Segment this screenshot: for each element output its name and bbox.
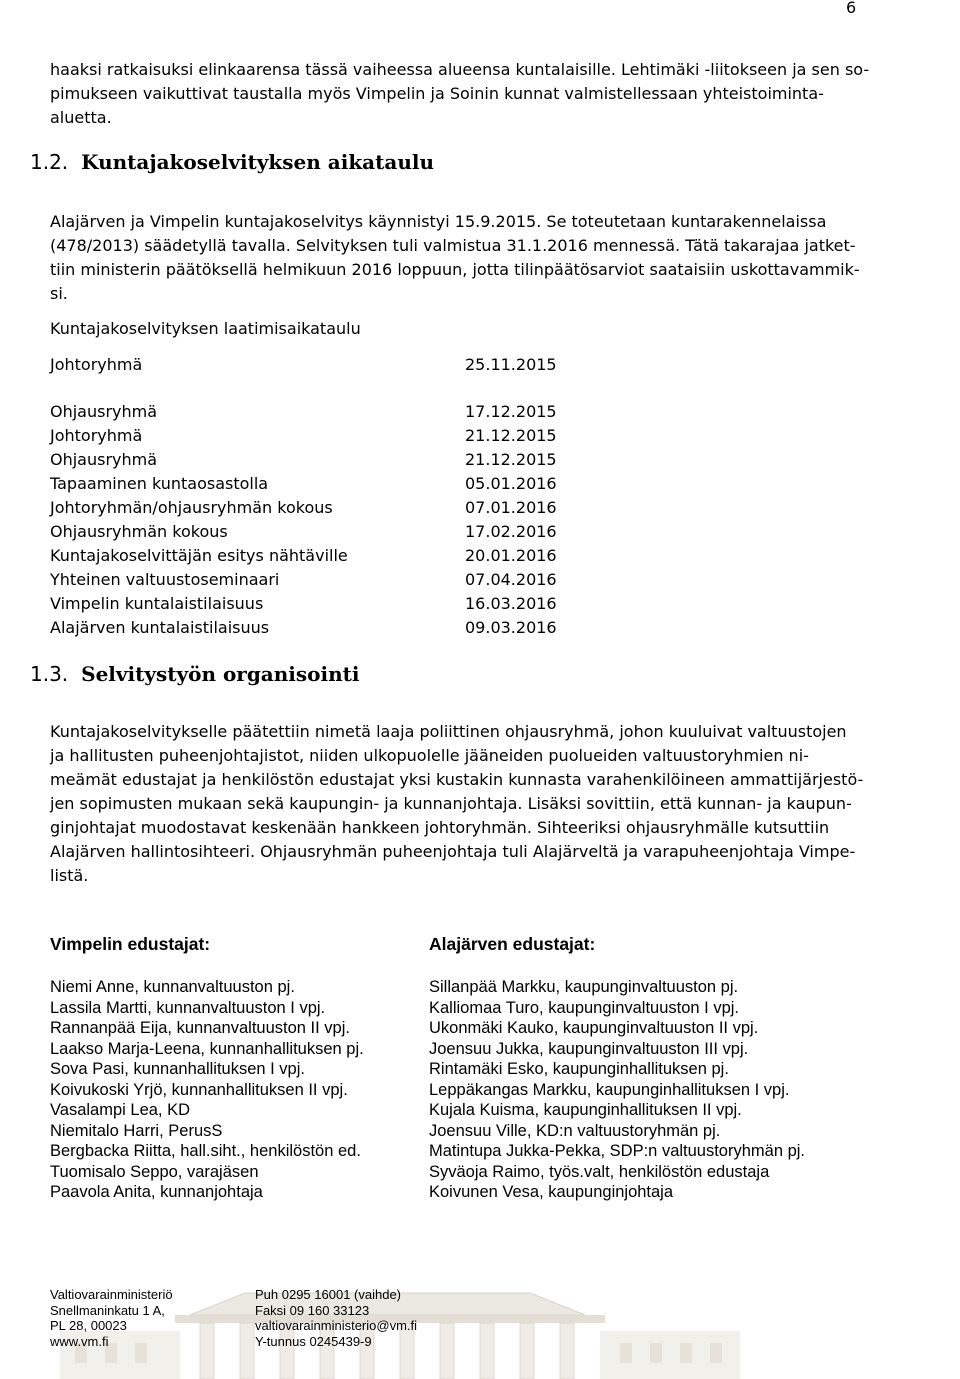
vimpeli-heading: Vimpelin edustajat: (50, 934, 211, 954)
paragraph-line: aluetta. (50, 108, 112, 127)
member-item: Kalliomaa Turo, kaupunginvaltuuston I vpj. (429, 998, 740, 1017)
schedule-date: 05.01.2016 (465, 474, 557, 493)
schedule-date: 20.01.2016 (465, 546, 557, 565)
schedule-date: 17.12.2015 (465, 402, 557, 421)
section-heading-1-2 (30, 150, 434, 174)
page-number: 6 (846, 0, 857, 17)
schedule-row (50, 544, 650, 568)
schedule-title: Kuntajakoselvityksen laatimisaikataulu (50, 319, 361, 338)
schedule-row (50, 496, 650, 520)
schedule-list (50, 400, 650, 664)
vimpeli-member-list (50, 977, 364, 1203)
section-title: Selvitystyön organisointi (81, 662, 360, 686)
schedule-row (50, 568, 650, 592)
schedule-date: 25.11.2015 (465, 355, 557, 374)
paragraph-line: Alajärven ja Vimpelin kuntajakoselvitys käynnistyi 15.9.2015. Se toteutetaan kuntarakennelaissa (50, 212, 827, 231)
schedule-event: Ohjausryhmä (50, 402, 158, 421)
schedule-row (50, 424, 650, 448)
schedule-event: Vimpelin kuntalaistilaisuus (50, 594, 264, 613)
schedule-row (50, 448, 650, 472)
section-1-2-paragraph (50, 210, 860, 306)
paragraph-line: (478/2013) säädetyllä tavalla. Selvityksen tuli valmistua 31.1.2016 mennessä. Tätä takarajaa jatket- (50, 236, 856, 255)
member-item: Rannanpää Eija, kunnanvaltuuston II vpj. (50, 1019, 350, 1037)
schedule-row (50, 353, 650, 377)
paragraph-line: jen sopimusten mukaan sekä kaupungin- ja kunnanjohtaja. Lisäksi sovittiin, että kunnan- ja kaupun- (50, 794, 852, 813)
section-number: 1.2. (30, 150, 69, 174)
paragraph-line: meämät edustajat ja henkilöstön edustajat yksi kustakin kunnasta varahenkilöineen ammattijärjestö- (50, 770, 864, 789)
footer-link-email[interactable]: valtiovarainministerio@vm.fi (255, 1318, 418, 1333)
schedule-row (50, 640, 650, 664)
paragraph-line: ginjohtajat muodostavat keskenään hankkeen johtoryhmän. Sihteeriksi ohjausryhmälle kutsuttiin (50, 818, 830, 837)
section-title: Kuntajakoselvityksen aikataulu (81, 150, 435, 174)
section-number: 1.3. (30, 662, 69, 686)
schedule-date: 07.04.2016 (465, 570, 557, 589)
alajarvi-member-list (429, 977, 805, 1203)
member-item: Joensuu Ville, KD:n valtuustoryhmän pj. (429, 1121, 721, 1140)
section-heading-1-3 (30, 662, 359, 686)
schedule-row (50, 592, 650, 616)
schedule-row (50, 400, 650, 424)
member-item: Niemi Anne, kunnanvaltuuston pj. (50, 978, 295, 996)
member-item: Ukonmäki Kauko, kaupunginvaltuuston II vpj. (429, 1019, 759, 1037)
paragraph-line: pimukseen vaikuttivat taustalla myös Vimpelin ja Soinin kunnat valmistellessaan yhteistoiminta- (50, 84, 824, 103)
paragraph-line: Alajärven hallintosihteeri. Ohjausryhmän puheenjohtaja tuli Alajärveltä ja varapuheenjohtaja Vimpe- (50, 842, 856, 861)
footer-line: Faksi 09 160 33123 (255, 1302, 370, 1318)
member-item: Kujala Kuisma, kaupunginhallituksen II vpj. (429, 1101, 742, 1119)
schedule-event: Johtoryhmä (50, 355, 143, 374)
member-item: Tuomisalo Seppo, varajäsen (50, 1162, 259, 1181)
paragraph-line: tiin ministerin päätöksellä helmikuun 2016 loppuun, jotta tilinpäätösarviot saataisiin uskottavammik- (50, 260, 860, 279)
schedule-event: Alajärven kuntalaistilaisuus (50, 618, 270, 637)
member-item: Matintupa Jukka-Pekka, SDP:n valtuustoryhmän pj. (429, 1142, 806, 1160)
member-item: Sova Pasi, kunnanhallituksen I vpj. (50, 1060, 305, 1078)
schedule-row (50, 472, 650, 496)
footer-line: PL 28, 00023 (50, 1318, 127, 1333)
footer-link-website[interactable]: www.vm.fi (50, 1333, 109, 1349)
schedule-date: 09.03.2016 (465, 618, 557, 637)
schedule-event: Tapaaminen kuntaosastolla (50, 474, 269, 493)
member-item: Joensuu Jukka, kaupunginvaltuuston III vpj. (429, 1039, 749, 1058)
paragraph-line: haaksi ratkaisuksi elinkaarensa tässä vaiheessa alueensa kuntalaisille. Lehtimäki -liitokseen ja sen so- (50, 60, 870, 79)
schedule-event: Ohjausryhmän kokous (50, 522, 228, 541)
member-item: Sillanpää Markku, kaupunginvaltuuston pj. (429, 978, 739, 996)
footer-line: Snellmaninkatu 1 A, (50, 1302, 165, 1318)
paragraph-line: listä. (50, 866, 89, 885)
schedule-row (50, 616, 650, 640)
member-item: Paavola Anita, kunnanjohtaja (50, 1183, 263, 1201)
member-item: Koivunen Vesa, kaupunginjohtaja (429, 1183, 674, 1201)
schedule-event: Johtoryhmä (50, 426, 143, 445)
member-item: Niemitalo Harri, PerusS (50, 1121, 223, 1140)
schedule-event: Yhteinen valtuustoseminaari (50, 570, 280, 589)
member-item: Vasalampi Lea, KD (50, 1101, 191, 1119)
schedule-row (50, 520, 650, 544)
member-item: Leppäkangas Markku, kaupunginhallituksen I vpj. (429, 1080, 790, 1099)
schedule-event: Kuntajakoselvittäjän esitys nähtäville (50, 546, 348, 565)
member-item: Laakso Marja-Leena, kunnanhallituksen pj. (50, 1039, 364, 1058)
schedule-date: 16.03.2016 (465, 594, 557, 613)
footer-address (50, 1287, 173, 1349)
schedule-date: 21.12.2015 (465, 450, 557, 469)
member-item: Bergbacka Riitta, hall.siht., henkilöstön ed. (50, 1142, 361, 1160)
paragraph-line: ja hallitusten puheenjohtajistot, niiden ulkopuolelle jääneiden puolueiden valtuustoryhmien ni- (50, 746, 809, 765)
alajarvi-heading: Alajärven edustajat: (429, 934, 596, 954)
footer-line: Y-tunnus 0245439-9 (255, 1333, 372, 1349)
schedule-event: Ohjausryhmä (50, 450, 158, 469)
paragraph-line: Kuntajakoselvitykselle päätettiin nimetä laaja poliittinen ohjausryhmä, johon kuuluivat valtuustojen (50, 722, 847, 741)
footer-line: Valtiovarainministeriö (50, 1287, 173, 1302)
schedule-event: Johtoryhmän/ohjausryhmän kokous (50, 498, 333, 517)
footer-line: Puh 0295 16001 (vaihde) (255, 1287, 402, 1302)
member-item: Koivukoski Yrjö, kunnanhallituksen II vpj. (50, 1080, 348, 1099)
member-item: Rintamäki Esko, kaupunginhallituksen pj. (429, 1060, 729, 1078)
member-item: Lassila Martti, kunnanvaltuuston I vpj. (50, 998, 326, 1017)
schedule-date: 17.02.2016 (465, 522, 557, 541)
schedule-date: 07.01.2016 (465, 498, 557, 517)
paragraph-line: si. (50, 284, 68, 303)
section-1-3-paragraph (50, 720, 863, 888)
footer-contact (255, 1287, 417, 1349)
schedule-date: 21.12.2015 (465, 426, 557, 445)
member-item: Syväoja Raimo, työs.valt, henkilöstön edustaja (429, 1162, 770, 1181)
intro-paragraph (50, 58, 869, 130)
